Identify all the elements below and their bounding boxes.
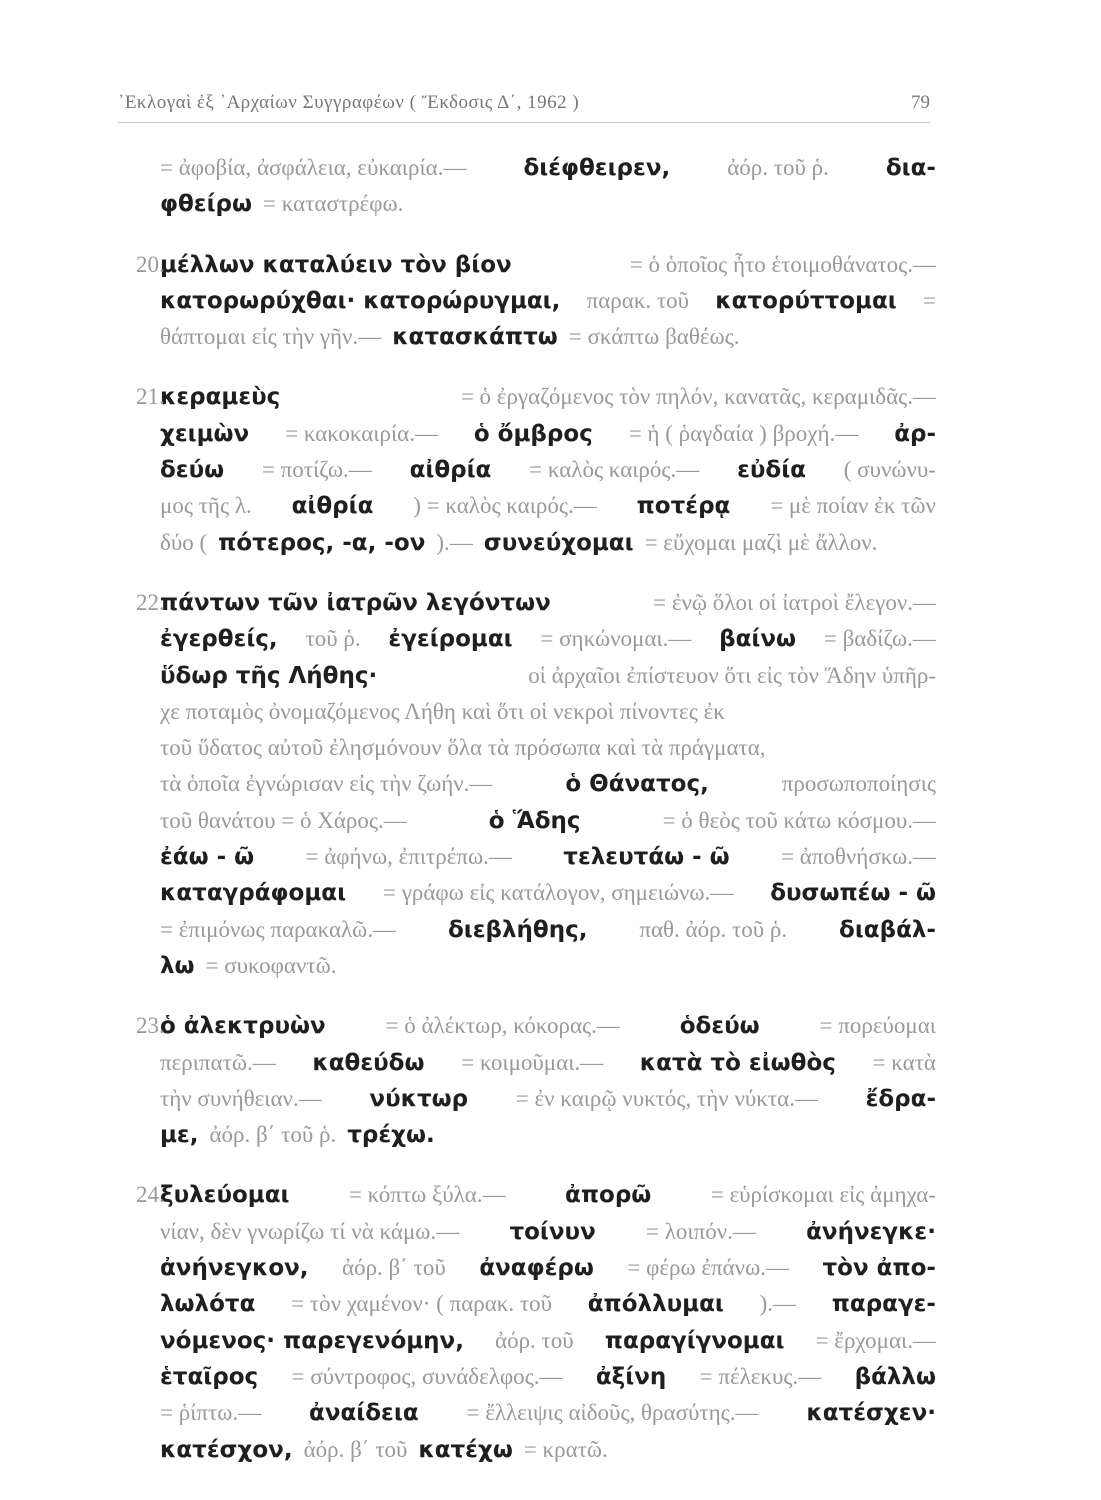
definition-text: = ἀφοβία, ἀσφάλεια, εὐκαιρία.— xyxy=(160,155,467,180)
definition-text: παρακ. τοῦ xyxy=(586,287,690,313)
headword: ὁ ὄμβρος xyxy=(473,420,593,447)
headword: συνεύχομαι xyxy=(483,529,634,556)
definition-text: = εὑρίσκομαι εἰς ἀμηχα- xyxy=(710,1182,936,1208)
headword: τὸν ἀπο- xyxy=(822,1255,936,1282)
headword: αἰθρία xyxy=(291,493,374,520)
text-line xyxy=(160,948,936,984)
definition-text: = ὁ ἐργαζόμενος τὸν πηλόν, κανατᾶς, κεραμιδᾶς.— xyxy=(460,384,936,410)
headword: δεύω xyxy=(160,457,225,484)
headword: ξυλεύομαι xyxy=(160,1182,290,1209)
entry-number: 24. xyxy=(136,1182,165,1208)
definition-text: = ἀποθνήσκω.— xyxy=(780,844,936,870)
headword: κατασκάπτω xyxy=(392,324,558,351)
headword: ὁδεύω xyxy=(679,1013,760,1040)
definition-text: ἀόρ. β΄ τοῦ xyxy=(342,1255,446,1281)
definition-text: = γράφω εἰς κατάλογον, σημειώνω.— xyxy=(383,880,734,906)
headword: δυσωπέω - ῶ xyxy=(770,880,936,907)
headword: καταγράφομαι xyxy=(160,880,347,907)
definition-text: = σύντροφος, συνάδελφος.— xyxy=(291,1363,563,1389)
definition-text: = ἀφήνω, ἐπιτρέπω.— xyxy=(305,844,512,870)
text-line xyxy=(160,1323,936,1359)
headword: ὁ ἀλεκτρυὼν xyxy=(160,1013,326,1040)
definition-text: = κόπτω ξύλα.— xyxy=(348,1182,506,1208)
definition-text: = ἔρχομαι.— xyxy=(815,1327,936,1353)
headword: φθείρω xyxy=(160,191,253,218)
definition-text: ).— xyxy=(436,529,473,555)
headword: παραγίγνομαι xyxy=(604,1327,785,1354)
headword: διεβλήθης, xyxy=(447,916,588,943)
definition-text: δύο ( xyxy=(160,529,208,555)
text-line xyxy=(160,379,936,415)
definition-text: τοῦ ὕδατος αὐτοῦ ἐλησμόνουν ὅλα τὰ πρόσωπα καὶ τὰ πράγματα, xyxy=(160,735,766,761)
headword: πάντων τῶν ἰατρῶν λεγόντων xyxy=(160,589,551,616)
headword: λωλότα xyxy=(160,1291,256,1318)
headword: αἰθρία xyxy=(409,457,492,484)
headword: λω xyxy=(160,952,195,979)
headword: ὕδωρ τῆς Λήθης· xyxy=(160,662,378,689)
definition-text: ).— xyxy=(759,1291,796,1317)
headword: ἐγερθείς, xyxy=(160,626,278,653)
definition-text: = καταστρέφω. xyxy=(263,191,404,217)
definition-text: ) = καλὸς καιρός.— xyxy=(413,493,597,519)
headword: ποτέρᾳ xyxy=(636,493,731,520)
definition-text: = ὁ θεὸς τοῦ κάτω κόσμου.— xyxy=(662,807,936,833)
definition-text: = ἐν καιρῷ νυκτός, τὴν νύκτα.— xyxy=(515,1085,818,1111)
headword: τρέχω. xyxy=(347,1122,435,1149)
definition-text: = ἡ ( ῥαγδαία ) βροχή.— xyxy=(628,420,859,446)
definition-text: προσωποποίησις xyxy=(781,771,936,797)
definition-text: περιπατῶ.— xyxy=(160,1049,276,1075)
text-line xyxy=(160,875,936,911)
glossary-entry xyxy=(136,585,936,984)
definition-text: θάπτομαι εἰς τὴν γῆν.— xyxy=(160,324,382,350)
definition-text: τὴν συνήθειαν.— xyxy=(160,1085,322,1111)
text-line xyxy=(160,416,936,452)
definition-text: = ἐπιμόνως παρακαλῶ.— xyxy=(160,916,397,942)
text-line xyxy=(160,730,936,766)
headword: κατὰ τὸ εἰωθὸς xyxy=(639,1049,836,1076)
text-line xyxy=(160,150,936,186)
definition-text: = φέρω ἐπάνω.— xyxy=(627,1255,789,1281)
definition-text: = ἔλλειψις αἰδοῦς, θρασύτης.— xyxy=(466,1400,759,1426)
definition-text: = σηκώνομαι.— xyxy=(540,626,692,652)
text-line xyxy=(160,912,936,948)
headword: παραγε- xyxy=(831,1291,936,1318)
entry-number: 20. xyxy=(136,251,165,277)
entry-number: 22. xyxy=(136,589,165,615)
definition-text: = εὔχομαι μαζὶ μὲ ἄλλον. xyxy=(644,529,878,555)
definition-text: ἀόρ. β΄ τοῦ ῥ. xyxy=(209,1122,337,1148)
definition-text: = ῥίπτω.— xyxy=(160,1400,262,1426)
glossary-entry xyxy=(136,247,936,356)
headword: ἀξίνη xyxy=(595,1363,667,1390)
headword: κατορωρύχθαι· κατορώρυγμαι, xyxy=(160,287,561,314)
definition-text: οἱ ἀρχαῖοι ἐπίστευον ὅτι εἰς τὸν Ἅδην ὑπῆρ- xyxy=(528,662,936,688)
text-line xyxy=(160,1395,936,1431)
definition-text: ἀόρ. τοῦ ῥ. xyxy=(727,155,829,180)
definition-text: μος τῆς λ. xyxy=(160,493,252,519)
definition-text: ἀόρ. β΄ τοῦ xyxy=(303,1436,408,1462)
definition-text: = καλὸς καιρός.— xyxy=(529,457,700,483)
text-line xyxy=(160,803,936,839)
headword: μέλλων καταλύειν τὸν βίον xyxy=(160,251,512,278)
headword: ἀναφέρω xyxy=(479,1255,594,1282)
headword: ἐγείρομαι xyxy=(388,626,513,653)
page-number: 79 xyxy=(911,92,930,113)
headword: κατέσχον, xyxy=(160,1436,293,1463)
text-line xyxy=(160,247,936,283)
running-title: ᾿Εκλογαὶ ἐξ ᾿Αρχαίων Συγγραφέων ( Ἔκδοσις Δ΄, 1962 ) xyxy=(118,92,580,113)
glossary-entry xyxy=(136,379,936,560)
headword: πότερος, -α, -ον xyxy=(218,529,426,556)
text-line xyxy=(160,694,936,730)
headword: νύκτωρ xyxy=(369,1085,469,1112)
glossary-entry xyxy=(136,1177,936,1467)
text-line xyxy=(160,1214,936,1250)
headword: ἐάω - ῶ xyxy=(160,844,255,871)
text-line xyxy=(160,1286,936,1322)
headword: διαβάλ- xyxy=(839,916,936,943)
text-line xyxy=(160,186,936,222)
headword: ἀνήνεγκον, xyxy=(160,1255,309,1282)
definition-text: = ὁ ἀλέκτωρ, κόκορας.— xyxy=(385,1013,620,1039)
text-line xyxy=(160,1359,936,1395)
running-header xyxy=(118,92,930,123)
text-line xyxy=(160,525,936,561)
text-line xyxy=(160,585,936,621)
headword: με, xyxy=(160,1122,199,1149)
entry-number: 21. xyxy=(136,384,165,410)
definition-text: = τὸν χαμένον· ( παρακ. τοῦ xyxy=(291,1291,552,1317)
definition-text: ( συνώνυ- xyxy=(843,457,936,483)
definition-text: = κρατῶ. xyxy=(523,1436,608,1462)
text-line xyxy=(160,488,936,524)
definition-text: = κοιμοῦμαι.— xyxy=(461,1049,604,1075)
definition-text: ἀόρ. τοῦ xyxy=(495,1327,574,1353)
headword: ἔδρα- xyxy=(865,1085,936,1112)
definition-text: = σκάπτω βαθέως. xyxy=(568,324,740,350)
definition-text: τοῦ θανάτου = ὁ Χάρος.— xyxy=(160,807,407,833)
headword: χειμὼν xyxy=(160,420,250,447)
headword: ἀνήνεγκε· xyxy=(806,1218,936,1245)
headword: βαίνω xyxy=(719,626,797,653)
definition-text: τοῦ ῥ. xyxy=(305,626,361,652)
text-line xyxy=(160,766,936,802)
headword: ὁ Θάνατος, xyxy=(565,771,709,798)
definition-text: = λοιπόν.— xyxy=(646,1218,756,1244)
headword: τελευτάω - ῶ xyxy=(563,844,730,871)
definition-text: τὰ ὁποῖα ἐγνώρισαν εἰς τὴν ζωήν.— xyxy=(160,771,493,797)
headword: τοίνυν xyxy=(509,1218,596,1245)
text-line xyxy=(160,1045,936,1081)
headword: καθεύδω xyxy=(312,1049,425,1076)
headword: νόμενος· παρεγενόμην, xyxy=(160,1327,464,1354)
headword: ὁ Ἅδης xyxy=(488,807,581,834)
headword: ἀπόλλυμαι xyxy=(587,1291,724,1318)
text-line xyxy=(160,621,936,657)
headword: κατέχω xyxy=(418,1436,513,1463)
headword: ἀρ- xyxy=(894,420,936,447)
glossary-body xyxy=(136,150,936,1492)
definition-text: = μὲ ποίαν ἐκ τῶν xyxy=(770,493,936,519)
definition-text: = xyxy=(922,287,936,313)
headword: ἀναίδεια xyxy=(309,1400,419,1427)
text-line xyxy=(160,452,936,488)
text-line xyxy=(160,1081,936,1117)
glossary-entry xyxy=(160,150,936,223)
headword: διέφθειρεν, xyxy=(523,155,671,181)
definition-text: = ὁ ὁποῖος ἦτο ἑτοιμοθάνατος.— xyxy=(629,251,936,277)
headword: κατορύττομαι xyxy=(715,287,897,314)
text-line xyxy=(160,1432,936,1468)
definition-text: χε ποταμὸς ὀνομαζόμενος Λήθη καὶ ὅτι οἱ νεκροὶ πίνοντες ἐκ xyxy=(160,698,725,724)
entry-number: 23. xyxy=(136,1013,165,1039)
headword: δια- xyxy=(885,155,936,181)
text-line xyxy=(160,839,936,875)
text-line xyxy=(160,283,936,319)
definition-text: παθ. ἀόρ. τοῦ ῥ. xyxy=(639,916,788,942)
headword: βάλλω xyxy=(854,1363,936,1390)
definition-text: = συκοφαντῶ. xyxy=(205,952,337,978)
text-line xyxy=(160,1117,936,1153)
definition-text: νίαν, δὲν γνωρίζω τί νὰ κάμω.— xyxy=(160,1218,460,1244)
definition-text: = κακοκαιρία.— xyxy=(285,420,438,446)
text-line xyxy=(160,319,936,355)
definition-text: = πορεύομαι xyxy=(819,1013,936,1039)
text-line xyxy=(160,658,936,694)
headword: ἀπορῶ xyxy=(565,1182,652,1209)
headword: κεραμεὺς xyxy=(160,384,281,411)
text-line xyxy=(160,1008,936,1044)
definition-text: = ποτίζω.— xyxy=(261,457,372,483)
definition-text: = βαδίζω.— xyxy=(823,626,936,652)
headword: ἑταῖρος xyxy=(160,1363,259,1390)
glossary-entry xyxy=(136,1008,936,1153)
headword: εὐδία xyxy=(737,457,806,484)
text-line xyxy=(160,1250,936,1286)
definition-text: = κατὰ xyxy=(872,1049,936,1075)
text-line xyxy=(160,1177,936,1213)
headword: κατέσχεν· xyxy=(806,1400,936,1427)
definition-text: = ἐνῷ ὅλοι οἱ ἰατροὶ ἔλεγον.— xyxy=(653,589,936,615)
definition-text: = πέλεκυς.— xyxy=(699,1363,822,1389)
